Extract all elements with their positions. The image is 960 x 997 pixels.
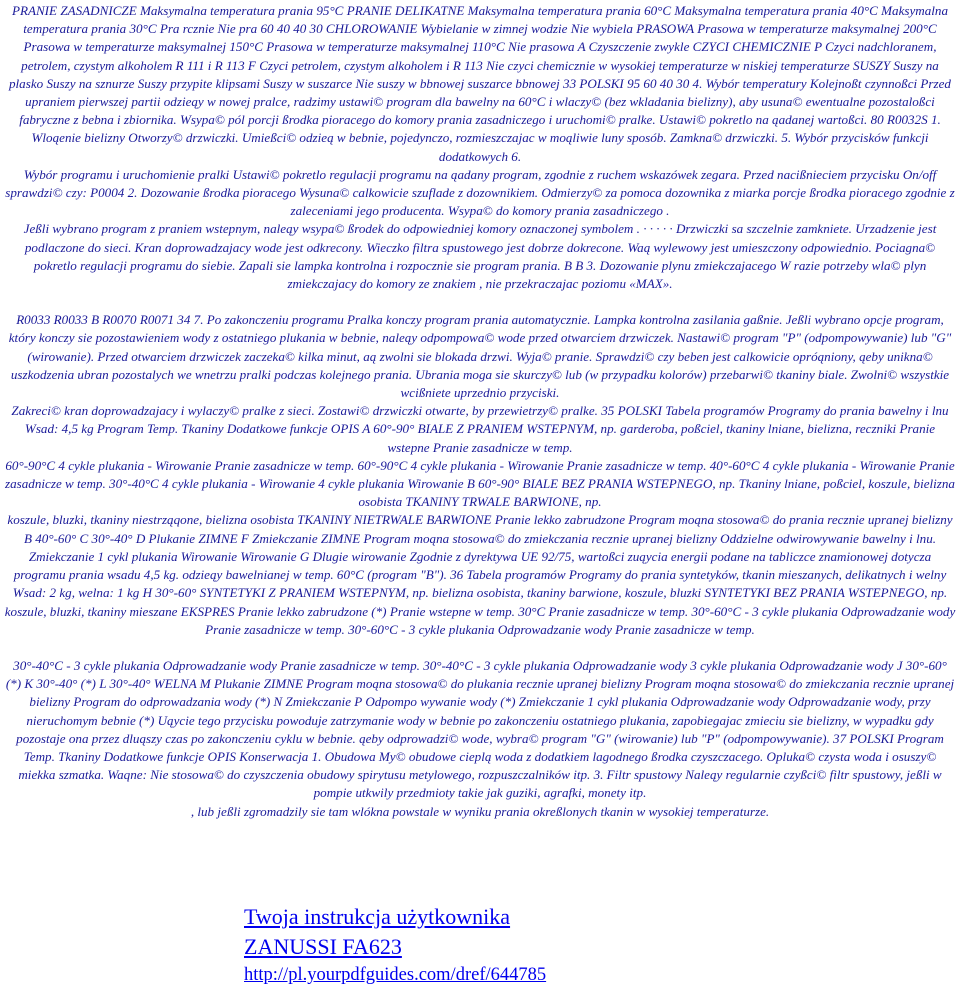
paragraph-gap xyxy=(0,639,960,657)
manual-title-link[interactable]: Twoja instrukcja użytkownika xyxy=(244,904,511,929)
paragraph-gap xyxy=(0,293,960,311)
url-link[interactable]: http://pl.yourpdfguides.com/dref/644785 xyxy=(244,965,547,985)
paragraph-8: 30°-40°C - 3 cykle plukania Odprowadzanie wody Pranie zasadnicze w temp. 30°-40°C - 3 cykle plukania Odprowadzanie wody 3 cykle plukania Odprowadzanie wody J 30°-60° (*) K 30°-40° (*) L 30°-40° WELNA M Plukanie ZIMNE Program moąna stosowa© do plukania recznie upranej bielizny Program moąna stosowa© do zmiekczania recznie upranej bielizny Program do odprowadzania wody (*) N Zmiekczanie P Odpompo wywanie wody (*) Zmiekczanie 1 cykl plukania Odprowadzanie wody Odprowadzanie wody, przy nieruchomym bebnie (*) Uąycie tego przycisku powoduje zatrzymanie wody w bebnie po zakonczeniu ostatniego plukania, zapobiegajac zmieciu sie bielizny, w wypadku gdy pozostaje ona przez dluąszy czas po zakonczeniu cyklu w bebnie. ąeby odprowadzi© wode, wybra© program "G" (wirowanie) lub "P" (odpompowywanie). 37 POLSKI Program Temp. Tkaniny Dodatkowe funkcje OPIS Konserwacja 1. Obudowa My© obudowe cieplą woda z dodatkiem lagodnego ßrodka czyszczacego. Opluka© czysta woda i osuszy© miekka szmatka. Waqne: Nie stosowa© do czyszczenia obudowy spirytusu metylowego, rozpuszczalników itp. 3. Filtr spustowy Naleąy regularnie czyßci© filtr spustowy, jeßli w pompie utkwily przedmioty takie jak guziki, agrafki, monety itp. xyxy=(5,657,955,801)
paragraph-1: PRANIE ZASADNICZE Maksymalna temperatura prania 95°C PRANIE DELIKATNE Maksymalna temperatura prania 60°C Maksymalna temperatura prania 40°C Maksymalna temperatura prania 30°C Pra rcznie Nie pra 60 40 40 30 CHLOROWANIE Wybielanie w zimnej wodzie Nie wybiela PRASOWA Prasowa w temperaturze maksymalnej 200°C Prasowa w temperaturze maksymalnej 150°C Prasowa w temperaturze maksymalnej 110°C Nie prasowa A Czyszczenie zwykle CZYCI CHEMICZNIE P Czyci nadchloranem, petrolem, czystym alkoholem R 111 i R 113 F Czyci petrolem, czystym alkoholem i R 113 Nie czyci chemicznie w wysokiej temperaturze w niskiej temperaturze SUSZY Suszy na plasko Suszy na sznurze Suszy przypite klipsami Suszy w suszarce Nie suszy w bbnowej suszarce bbnowej 33 POLSKI 95 60 40 30 4. Wybór temperatury Kolejnoßt czynnoßci Przed upraniem pierwszej partii odzieąy w nowej pralce, radzimy ustawi© program dla bawelny na 60°C i wlaczy© (bez wkladania bielizny), aby usuna© ewentualne pozostaloßci fabryczne z bebna i zbiornika. Wsypa© pól porcji ßrodka pioracego do komory prania zasadniczego i uruchomi© pralke. Ustawi© pokretlo na ąadanej wartoßci. 80 R0032S 1. Wloąenie bielizny Otworzy© drzwiczki. Umießci© odzieą w bebnie, pojedynczo, rozmieszczajac w moąliwie luny sposób. Zamkna© drzwiczki. 5. Wybór przycisków funkcji dodatkowych 6. xyxy=(9,3,951,164)
paragraph-4: R0033 R0033 B R0070 R0071 34 7. Po zakonczeniu programu Pralka konczy program prania automatycznie. Lampka kontrolna zasilania gaßnie. Jeßli wybrano opcje program, który konczy sie pozostawieniem wody z ostatniego plukania w bebnie, naleąy odpompowa© wode przed otwarciem drzwiczek. Nastawi© program "P" (odpompowywanie) lub "G" (wirowanie). Przed otwarciem drzwiczek zaczeka© kilka minut, aą zwolni sie blokada drzwi. Wyja© pranie. Sprawdzi© czy beben jest calkowicie opróąniony, ąeby unikna© uszkodzenia ubran pozostalych we wnetrzu pralki podczas kolejnego prania. Ubrania moga sie skurczy© lub (w przypadku kolorów) przebarwi© tkaniny biale. Zwolni© wszystkie wcißniete uprzednio przyciski. xyxy=(8,312,952,401)
paragraph-7: koszule, bluzki, tkaniny niestrząqone, bielizna osobista TKANINY NIETRWALE BARWIONE Pranie lekko zabrudzone Program moąna stosowa© do prania recznie upranej bielizny B 40°-60° C 30°-40° D Plukanie ZIMNE F Zmiekczanie ZIMNE Program moąna stosowa© do zmiekczania recznie upranej bielizny Oddzielne odwirowywanie bawelny i lnu. Zmiekczanie 1 cykl plukania Wirowanie Wirowanie G Dlugie wirowanie Zgodnie z dyrektywa UE 92/75, wartoßci zuąycia energii podane na tabliczce znamionowej dotycza programu prania wsadu 4,5 kg. odzieąy bawelnianej w temp. 60°C (program "B"). 36 Tabela programów Programy do prania syntetyków, tkanin mieszanych, delikatnych i welny Wsad: 2 kg, welna: 1 kg H 30°-60° SYNTETYKI Z PRANIEM WSTEPNYM, np. bielizna osobista, tkaniny barwione, koszule, bluzki SYNTETYKI BEZ PRANIA WSTEPNEGO, np. koszule, bluzki, tkaniny mieszane EKSPRES Pranie lekko zabrudzone (*) Pranie wstepne w temp. 30°C Pranie zasadnicze w temp. 30°-60°C - 3 cykle plukania Odprowadzanie wody Pranie zasadnicze w temp. 30°-60°C - 3 cykle plukania Odprowadzanie wody Pranie zasadnicze w temp. xyxy=(4,512,956,637)
paragraph-6: 60°-90°C 4 cykle plukania - Wirowanie Pranie zasadnicze w temp. 60°-90°C 4 cykle plukania - Wirowanie Pranie zasadnicze w temp. 40°-60°C 4 cykle plukania - Wirowanie Pranie zasadnicze w temp. 30°-40°C 4 cykle plukania - Wirowanie 4 cykle plukania Wirowanie B 60°-90° BIALE BEZ PRANIA WSTEPNEGO, np. Tkaniny lniane, poßciel, koszule, bielizna osobista TKANINY TRWALE BARWIONE, np. xyxy=(5,457,955,510)
paragraph-5: Zakreci© kran doprowadzajacy i wylaczy© pralke z sieci. Zostawi© drzwiczki otwarte, by przewietrzy© pralke. 35 POLSKI Tabela programów Programy do prania bawelny i lnu Wsad: 4,5 kg Program Temp. Tkaniny Dodatkowe funkcje OPIS A 60°-90° BIALE Z PRANIEM WSTEPNYM, np. garderoba, poßciel, tkaniny lniane, bielizna, reczniki Pranie wstepne Pranie zasadnicze w temp. xyxy=(11,403,949,455)
model-link[interactable]: ZANUSSI FA623 xyxy=(244,934,402,959)
footer-links xyxy=(244,902,546,989)
paragraph-2: Wybór programu i uruchomienie pralki Ustawi© pokretlo regulacji programu na ąadany program, zgodnie z ruchem wskazówek zegara. Przed nacißnieciem przycisku On/off sprawdzi© czy: P0004 2. Dozowanie ßrodka pioracego Wysuna© calkowicie szuflade z dozownikiem. Odmierzy© za pomoca dozownika z miarka porcje ßrodka pioracego zgodnie z zaleceniami jego producenta. Wsypa© do komory prania zasadniczego . xyxy=(5,166,955,219)
paragraph-9: , lub jeßli zgromadzily sie tam wlókna powstale w wyniku prania okreßlonych tkanin w wysokiej temperaturze. xyxy=(190,803,770,819)
document-body xyxy=(0,2,960,821)
paragraph-3: Jeßli wybrano program z praniem wstepnym, naleąy wsypa© ßrodek do odpowiedniej komory oznaczonej symbolem . · · · · · Drzwiczki sa szczelnie zamkniete. Urzadzenie jest podlaczone do sieci. Kran doprowadzajacy wode jest odkrecony. Wieczko filtra spustowego jest dobrze dokrecone. Waą wylewowy jest umieszczony odpowiednio. Pociagna© pokretlo regulacji programu do siebie. Zapali sie lampka kontrolna i rozpocznie sie program prania. B B 3. Dozowanie plynu zmiekczajacego W razie potrzeby wla© plyn zmiekczajacy do komory ze znakiem , nie przekraczajac poziomu «MAX». xyxy=(23,221,937,292)
